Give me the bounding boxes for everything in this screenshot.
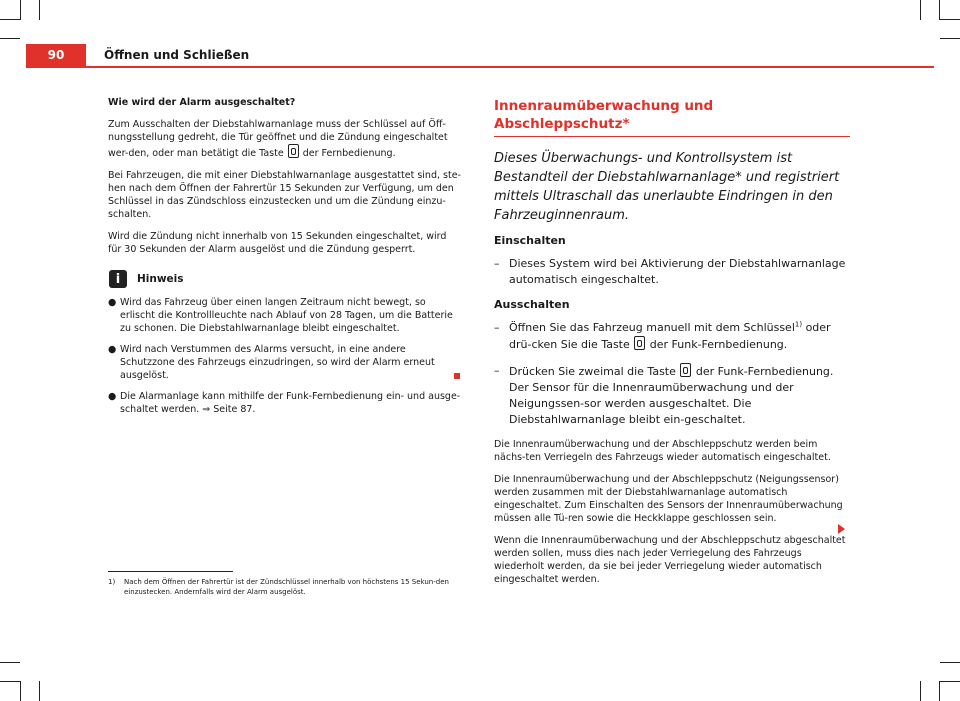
crop-mark xyxy=(939,0,940,20)
paragraph: Die Innenraumüberwachung und der Abschleppschutz (Neigungssensor) werden zusammen mit der Diebstahlwarnanlage automatisch eingeschaltet. Zum Einschalten des Sensors der Innenraumüberwachung müssen alle Tü-ren sowie die Heckklappe geschlossen sein. xyxy=(494,474,843,524)
bullet-icon: ● xyxy=(108,297,117,308)
crop-mark xyxy=(0,662,20,663)
end-marker-icon xyxy=(454,373,460,379)
crop-mark xyxy=(940,19,960,20)
intro-text: Dieses Überwachungs- und Kontrollsystem ist Bestandteil der Diebstahlwarnanlage* und registriert mittels Ultraschall das unerlaubte Eindringen in den Fahrzeuginnenraum. xyxy=(494,151,840,223)
dash-icon: – xyxy=(494,364,500,377)
paragraph xyxy=(108,118,462,160)
question-heading: Wie wird der Alarm ausgeschaltet? xyxy=(108,97,296,108)
text: oder drü-cken Sie die Taste xyxy=(509,321,831,351)
step-item xyxy=(494,256,850,288)
text: der Funk-Fernbedienung. xyxy=(649,338,788,351)
header-rule xyxy=(26,66,934,68)
footnote xyxy=(108,578,468,597)
crop-mark xyxy=(940,38,960,39)
right-column xyxy=(494,97,850,595)
crop-mark xyxy=(39,0,40,20)
step-text: Dieses System wird bei Aktivierung der Diebstahlwarnanlage automatisch eingeschaltet. xyxy=(509,257,846,286)
text: der Funk-Fernbedienung. Der Sensor für die Innenraumüberwachung und der Neigungssen-sor werden ausgeschaltet. Die Diebstahlwarnanlage bleibt ein-geschaltet. xyxy=(509,365,834,426)
bullet-icon: ● xyxy=(108,344,117,355)
dash-icon: – xyxy=(494,257,500,270)
text: der Fernbedienung. xyxy=(302,148,396,159)
dash-icon: – xyxy=(494,321,500,334)
note-title: Hinweis xyxy=(137,272,184,285)
footnote-ref: 1) xyxy=(794,320,803,329)
note-header xyxy=(108,270,462,288)
crop-mark xyxy=(0,19,20,20)
chapter-title: Öffnen und Schließen xyxy=(104,48,250,62)
paragraph: Bei Fahrzeugen, die mit einer Diebstahlwarnanlage ausgestattet sind, ste-hen nach dem Öffnen der Fahrertür 15 Sekunden zur Verfügung, um den Schlüssel in das Zündschloss einzustecken und um die Zündung einzu-schalten. xyxy=(108,170,461,220)
note-bullet xyxy=(108,296,462,335)
section-title: Innenraumüberwachung und Abschleppschutz* xyxy=(494,97,850,137)
remote-unlock-key-icon xyxy=(634,336,645,350)
paragraph: Wird die Zündung nicht innerhalb von 15 Sekunden eingeschaltet, wird für 30 Sekunden der Alarm ausgelöst und die Zündung gesperrt. xyxy=(108,231,447,255)
footnote-rule xyxy=(108,571,233,572)
crop-mark xyxy=(20,681,21,701)
bullet-text: Wird das Fahrzeug über einen langen Zeitraum nicht bewegt, so erlischt die Kontrollleuchte nach Ablauf von 28 Tagen, um die Batterie zu schonen. Die Diebstahlwarnanlage bleibt eingeschaltet. xyxy=(120,297,453,334)
crop-mark xyxy=(920,0,921,20)
left-column xyxy=(108,96,462,424)
footnote-text: Nach dem Öffnen der Fahrertür ist der Zündschlüssel innerhalb von höchstens 15 Sekun-den einzustecken. Andernfalls wird der Alarm ausgelöst. xyxy=(124,578,449,596)
paragraph: Wenn die Innenraumüberwachung und der Abschleppschutz abgeschaltet werden sollen, muss dies nach jeder Verriegelung des Fahrzeugs wiederholt werden, da sie bei jeder Verriegelung wieder automatisch eingeschaltet werden. xyxy=(494,535,846,585)
step-item xyxy=(494,320,850,353)
page-number: 90 xyxy=(26,44,86,66)
bullet-icon: ● xyxy=(108,391,117,402)
subheading-on: Einschalten xyxy=(494,234,566,247)
crop-mark xyxy=(39,681,40,701)
note-bullet xyxy=(108,390,462,416)
footnote-number: 1) xyxy=(108,578,116,586)
crop-mark xyxy=(0,38,20,39)
continue-arrow-icon xyxy=(838,524,845,534)
bullet-text: Die Alarmanlage kann mithilfe der Funk-Fernbedienung ein- und ausge-schaltet werden. ⇒ Seite 87. xyxy=(120,391,461,415)
step-text xyxy=(509,320,850,353)
crop-mark xyxy=(920,681,921,701)
crop-mark xyxy=(940,662,960,663)
step-text xyxy=(509,363,850,428)
subheading-off: Ausschalten xyxy=(494,298,570,311)
crop-mark xyxy=(940,681,960,682)
crop-mark xyxy=(939,681,940,701)
note-bullet xyxy=(108,343,462,382)
text: Zum Ausschalten der Diebstahlwarnanlage muss der Schlüssel auf Öff-nungsstellung gedreht, die Tür geöffnet und die Zündung eingeschaltet wer-den, oder man betätigt die Taste xyxy=(108,119,448,159)
text: Drücken Sie zweimal die Taste xyxy=(509,365,676,378)
text: Öffnen Sie das Fahrzeug manuell mit dem Schlüssel xyxy=(509,321,795,334)
remote-lock-key-icon xyxy=(680,363,691,377)
crop-mark xyxy=(0,681,20,682)
bullet-text: Wird nach Verstummen des Alarms versucht, in eine andere Schutzzone des Fahrzeugs einzudringen, so wird der Alarm erneut ausgelöst. xyxy=(120,344,435,381)
step-item xyxy=(494,363,850,428)
info-note-icon: i xyxy=(109,270,127,288)
paragraph: Die Innenraumüberwachung und der Abschleppschutz werden beim nächs-ten Verriegeln des Fahrzeugs wieder automatisch eingeschaltet. xyxy=(494,439,831,463)
remote-key-icon xyxy=(288,144,299,158)
crop-mark xyxy=(20,0,21,20)
